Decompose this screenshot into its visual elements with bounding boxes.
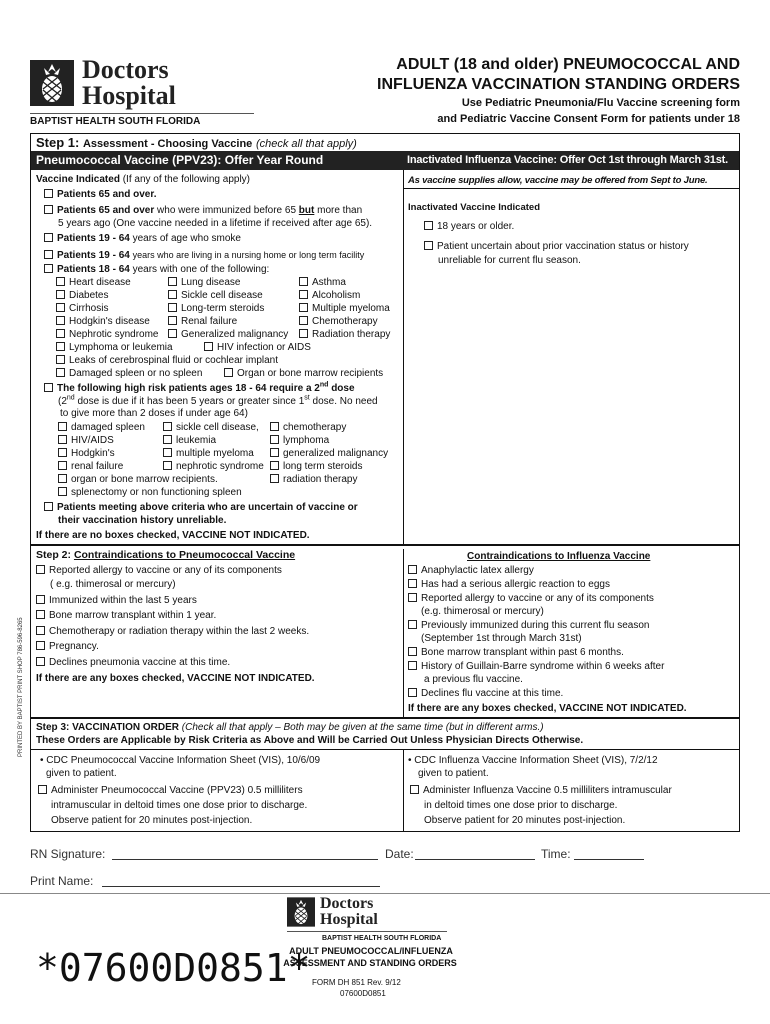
sup: nd [319,381,329,389]
checkbox[interactable] [224,368,233,377]
checkbox[interactable] [408,620,417,629]
cond-lung[interactable] [168,277,241,289]
label: multiple myeloma [176,448,254,459]
checkbox[interactable] [408,661,417,670]
date-field[interactable] [415,859,535,860]
checkbox[interactable] [408,688,417,697]
barcode-text: *07600D0851* [36,946,311,990]
risk-leukemia[interactable] [163,435,216,447]
n1sup2: st [304,394,310,402]
risk-radiation[interactable] [270,474,358,486]
checkbox[interactable] [56,342,65,351]
label: The following high risk patients ages 18 - 64 require a 2 [57,383,320,394]
contra-f-6[interactable] [408,661,664,673]
n1: (2 [58,396,67,407]
risk-splenectomy[interactable] [58,487,242,499]
risk-lymphoma[interactable] [270,435,329,447]
label: Alcoholism [312,290,361,301]
checkbox[interactable] [299,329,308,338]
footer-logo-line2: Hospital [320,911,378,928]
contra-f-4[interactable] [408,620,649,632]
n1c: dose. No need [312,396,378,407]
step3-subdivider [31,749,739,750]
column-divider-3 [403,749,404,831]
label: Patient uncertain about prior vaccination status or history [437,241,689,252]
p65-prior-cont: 5 years ago (One vaccine needed in a lifetime if received after age 65). [58,218,373,229]
pneumo-vis: • CDC Pneumococcal Vaccine Information Sheet (VIS), 10/6/09 [40,755,321,766]
step3-divider [31,717,739,719]
label: Administer Pneumococcal Vaccine (PPV23) 0.5 milliliters [51,785,303,796]
contra-f-5[interactable] [408,647,624,659]
label: Anaphylactic latex allergy [421,565,534,576]
label: Diabetes [69,290,109,301]
second-dose-note2: to give more than 2 doses if under age 64) [60,408,248,419]
checkbox[interactable] [56,368,65,377]
risk-myeloma[interactable] [163,448,254,460]
cond-nephrotic[interactable] [56,329,158,341]
cond-malignancy[interactable] [168,329,288,341]
step1-title: Assessment - Choosing Vaccine [82,138,253,150]
pneumo-administer-2: intramuscular in deltoid times one dose prior to discharge. [51,800,308,811]
risk-hiv[interactable] [58,435,114,447]
label: years with one of the following: [132,264,270,275]
logo-line2: Hospital [82,81,176,110]
print-name-field[interactable] [102,886,380,887]
contra-f-1[interactable] [408,565,534,577]
risk-spleen[interactable] [58,422,145,434]
cond-sickle[interactable] [168,290,263,302]
cond-hiv[interactable] [204,342,311,354]
contra-p-5[interactable] [36,641,99,653]
check-p19-smoke[interactable] [44,233,241,245]
label: Previously immunized during this current flu season [421,620,650,631]
checkbox[interactable] [44,502,53,511]
label: Chemotherapy [312,316,378,327]
label: Administer Influenza Vaccine 0.5 milliliters intramuscular [423,785,672,796]
label: leukemia [176,435,217,446]
checkbox[interactable] [408,579,417,588]
risk-malignancy[interactable] [270,448,388,460]
risk-organ[interactable] [58,474,218,486]
checkbox[interactable] [56,303,65,312]
checkbox[interactable] [168,303,177,312]
label: who were immunized before 65 [157,205,297,216]
form-title-line2: INFLUENZA VACCINATION STANDING ORDERS [377,76,740,93]
risk-hodgkins[interactable] [58,448,115,460]
checkbox[interactable] [44,383,53,392]
contra-p-not-indicated: If there are any boxes checked, VACCINE NOT INDICATED. [36,673,315,684]
checkbox[interactable] [56,290,65,299]
check-p18[interactable] [44,264,269,276]
checkbox[interactable] [168,329,177,338]
label: Declines flu vaccine at this time. [421,688,564,699]
label: Damaged spleen or no spleen [69,368,203,379]
risk-nephrotic[interactable] [163,461,264,473]
risk-renal[interactable] [58,461,123,473]
label: radiation therapy [283,474,358,485]
contra-f-4-sub: (September 1st through March 31st) [421,633,582,644]
step2-title: Contraindications to Pneumococcal Vaccine [73,549,296,561]
checkbox[interactable] [299,277,308,286]
checkbox[interactable] [58,474,67,483]
print-name-label: Print Name: [30,874,94,888]
footer-code: 07600D0851 [340,989,386,998]
checkbox[interactable] [424,221,433,230]
hospital-logo [30,55,260,130]
label: generalized malignancy [283,448,389,459]
pneumo-header: Pneumococcal Vaccine (PPV23): Offer Year Round [36,153,324,167]
checkbox[interactable] [270,435,279,444]
label: splenectomy or non functioning spleen [71,487,242,498]
checkbox[interactable] [163,461,172,470]
checkbox[interactable] [299,303,308,312]
label: lymphoma [283,435,330,446]
label: Reported allergy to vaccine or any of its components [421,593,654,604]
label: HIV/AIDS [71,435,114,446]
label: Lung disease [181,277,241,288]
check-p65[interactable] [44,189,157,201]
label: Chemotherapy or radiation therapy within the last 2 weeks. [49,626,310,637]
cond-radiation[interactable] [299,329,390,341]
checkbox[interactable] [163,435,172,444]
step3-line2: These Orders are Applicable by Risk Criteria as Above and Will be Carried Out Unless Physician Directs Otherwise. [36,735,584,746]
label-bold: Patients 19 - 64 [57,233,130,244]
flu-uncertain-cont: unreliable for current flu season. [438,255,581,266]
label: Multiple myeloma [312,303,390,314]
flu-vis-cont: given to patient. [418,768,489,779]
flu-administer-3: Observe patient for 20 minutes post-injection. [424,815,626,826]
label: Long-term steroids [181,303,265,314]
check-flu-18[interactable] [424,221,514,233]
cond-spleen[interactable] [56,368,202,380]
pneumo-vis-cont: given to patient. [46,768,117,779]
label: Radiation therapy [312,329,391,340]
cond-lymphoma[interactable] [56,342,173,354]
check-p19-nursing[interactable] [44,249,364,262]
label: Declines pneumonia vaccine at this time. [49,657,231,668]
date-label: Date: [385,847,414,861]
flu-indicated-title: Inactivated Vaccine Indicated [408,202,540,213]
form-title-line1: ADULT (18 and older) PNEUMOCOCCAL AND [396,56,740,73]
label-dose: dose [331,383,355,394]
label: Asthma [312,277,346,288]
label: Cirrhosis [69,303,109,314]
step1-label: Step 1: [36,135,80,150]
pneumo-administer[interactable] [38,785,303,797]
indicated-heading [36,174,250,186]
checkbox[interactable] [36,565,45,574]
step1-header [36,135,357,152]
label: HIV infection or AIDS [217,342,311,353]
checkbox[interactable] [36,610,45,619]
column-divider [403,170,404,544]
contra-f-7[interactable] [408,688,563,700]
checkbox[interactable] [58,461,67,470]
step3-title: VACCINATION ORDER [72,722,179,733]
label-more: more than [317,205,363,216]
step2-divider [31,544,739,546]
footer-divider [0,893,770,894]
contra-f-2[interactable] [408,579,610,591]
n1b: dose is due if it has been 5 years or greater since 1 [77,396,305,407]
checkbox[interactable] [424,241,433,250]
checkbox[interactable] [44,233,53,242]
pneumo-administer-3: Observe patient for 20 minutes post-injection. [51,815,253,826]
checkbox[interactable] [408,593,417,602]
checkbox[interactable] [270,448,279,457]
time-label: Time: [541,847,571,861]
cond-myeloma[interactable] [299,303,390,315]
contra-f-3-sub: (e.g. thimerosal or mercury) [421,606,544,617]
step3-label: Step 3: [36,722,70,733]
label: Nephrotic syndrome [69,329,159,340]
rn-signature-label: RN Signature: [30,847,106,861]
label: Organ or bone marrow recipients [237,368,384,379]
cond-cirrhosis[interactable] [56,303,108,315]
flu-note-divider [404,188,739,189]
logo-line1: Doctors [82,55,169,84]
checkbox[interactable] [408,565,417,574]
label: organ or bone marrow recipients. [71,474,218,485]
label-bold: Patients 18 - 64 [57,264,130,275]
contra-p-2[interactable] [36,595,197,607]
checkbox[interactable] [38,785,47,794]
flu-administer-2: in deltoid times one dose prior to discharge. [424,800,618,811]
indicated-note: (If any of the following apply) [122,174,251,185]
rn-signature-field[interactable] [112,859,378,860]
contra-f-not-indicated: If there are any boxes checked, VACCINE NOT INDICATED. [408,703,687,714]
label: Hodgkin's disease [69,316,150,327]
label: Lymphoma or leukemia [69,342,173,353]
checkbox[interactable] [299,316,308,325]
uncertain-cont: their vaccination history unreliable. [58,515,227,526]
checkbox[interactable] [270,474,279,483]
risk-sickle[interactable] [163,422,259,434]
contra-p-3[interactable] [36,610,216,622]
indicated-title: Vaccine Indicated [36,174,120,185]
checkbox[interactable] [58,435,67,444]
contra-p-1[interactable] [36,565,282,577]
footer-title2: ASSESSMENT AND STANDING ORDERS [283,958,457,968]
checkbox[interactable] [270,422,279,431]
label: Hodgkin's [71,448,115,459]
checkbox[interactable] [58,422,67,431]
label: Renal failure [181,316,238,327]
logo-divider [30,113,254,114]
contra-p-4[interactable] [36,626,309,638]
label: Patients 65 and over. [57,189,157,200]
checkbox[interactable] [408,647,417,656]
cond-chemo[interactable] [299,316,378,328]
label: Reported allergy to vaccine or any of its components [49,565,282,576]
checkbox[interactable] [36,626,45,635]
cond-csf[interactable] [56,355,278,367]
checkbox[interactable] [204,342,213,351]
contra-p-1-sub: ( e.g. thimerosal or mercury) [50,579,176,590]
checkbox[interactable] [58,448,67,457]
checkbox[interactable] [168,277,177,286]
step2-label: Step 2: [36,549,72,561]
cond-steroids[interactable] [168,303,264,315]
pneumo-not-indicated: If there are no boxes checked, VACCINE NOT INDICATED. [36,530,310,541]
label: Patients meeting above criteria who are uncertain of vaccine or [57,502,358,513]
checkbox[interactable] [163,422,172,431]
checkbox[interactable] [36,657,45,666]
checkbox[interactable] [56,355,65,364]
label: Bone marrow transplant within past 6 months. [421,647,624,658]
footer-form-number: FORM DH 851 Rev. 9/12 [312,978,401,987]
checkbox[interactable] [163,448,172,457]
checkbox[interactable] [56,277,65,286]
checkbox[interactable] [36,641,45,650]
logo-subtitle: BAPTIST HEALTH SOUTH FLORIDA [30,116,201,127]
check-flu-uncertain[interactable] [424,241,689,253]
cond-renal[interactable] [168,316,237,328]
flu-contra-title: Contraindications to Influenza Vaccine [467,551,651,562]
label: Leaks of cerebrospinal fluid or cochlear implant [69,355,278,366]
label: renal failure [71,461,124,472]
footer-logo-divider [287,931,447,932]
cond-alcoholism[interactable] [299,290,360,302]
time-field[interactable] [574,859,644,860]
cond-heart[interactable] [56,277,131,289]
step3-header [36,722,544,734]
label-but: but [298,205,315,216]
form-subtitle-line1: Use Pediatric Pneumonia/Flu Vaccine screening form [461,97,740,109]
flu-vis: • CDC Influenza Vaccine Information Sheet (VIS), 7/2/12 [408,755,658,766]
label: chemotherapy [283,422,347,433]
footer-logo-line1: Doctors [320,895,374,912]
label: years who are living in a nursing home or long term facility [132,250,365,260]
label: Pregnancy. [49,641,99,652]
checkbox[interactable] [56,316,65,325]
contra-f-3[interactable] [408,593,654,605]
footer-title1: ADULT PNEUMOCOCCAL/INFLUENZA [289,946,453,956]
pineapple-icon [30,60,74,106]
cond-asthma[interactable] [299,277,346,289]
cond-hodgkins[interactable] [56,316,150,328]
label: Has had a serious allergic reaction to eggs [421,579,610,590]
flu-supply-note: As vaccine supplies allow, vaccine may be offered from Sept to June. [408,175,708,186]
label: damaged spleen [71,422,145,433]
flu-header: Inactivated Influenza Vaccine: Offer Oct 1st through March 31st. [407,154,728,166]
step2-header [36,549,295,561]
check-uncertain[interactable] [44,502,358,514]
step3-note: (Check all that apply – Both may be given at the same time (but in different arms.) [181,722,544,733]
label: History of Guillain-Barre syndrome within 6 weeks after [421,661,665,672]
label: Heart disease [69,277,131,288]
label: Immunized within the last 5 years [49,595,197,606]
checkbox[interactable] [58,487,67,496]
checkbox[interactable] [168,290,177,299]
check-p65-prior[interactable] [44,205,362,217]
pineapple-icon [287,897,315,927]
label: years of age who smoke [132,233,241,244]
n1sup: nd [66,394,75,402]
checkbox[interactable] [168,316,177,325]
form-subtitle-line2: and Pediatric Vaccine Consent Form for patients under 18 [437,113,740,125]
label-bold: Patients 65 and over [57,205,155,216]
checkbox[interactable] [270,461,279,470]
cond-organ[interactable] [224,368,383,380]
checkbox[interactable] [299,290,308,299]
checkbox[interactable] [44,205,53,214]
checkbox[interactable] [44,264,53,273]
label: nephrotic syndrome [176,461,264,472]
label-bold: Patients 19 - 64 [57,250,130,261]
printer-credit: PRINTED BY BAPTIST PRINT SHOP 786-596-8265 [18,617,24,757]
label: Bone marrow transplant within 1 year. [49,610,217,621]
checkbox[interactable] [56,329,65,338]
cond-diabetes[interactable] [56,290,108,302]
checkbox[interactable] [36,595,45,604]
label: long term steroids [283,461,363,472]
flu-administer[interactable] [410,785,672,797]
checkbox[interactable] [44,250,53,259]
second-dose-note1 [58,396,378,408]
label: Generalized malignancy [181,329,289,340]
checkbox[interactable] [44,189,53,198]
footer-logo-sub: BAPTIST HEALTH SOUTH FLORIDA [322,935,442,942]
contra-p-6[interactable] [36,657,230,669]
checkbox[interactable] [410,785,419,794]
check-second-dose[interactable] [44,383,355,395]
footer-logo [287,897,447,947]
label: 18 years or older. [437,221,515,232]
risk-steroids[interactable] [270,461,362,473]
label: Sickle cell disease [181,290,263,301]
risk-chemo[interactable] [270,422,346,434]
step1-note: (check all that apply) [255,138,357,150]
label: sickle cell disease, [176,422,259,433]
column-divider-2 [403,549,404,717]
contra-f-6-sub: a previous flu vaccine. [424,674,523,685]
